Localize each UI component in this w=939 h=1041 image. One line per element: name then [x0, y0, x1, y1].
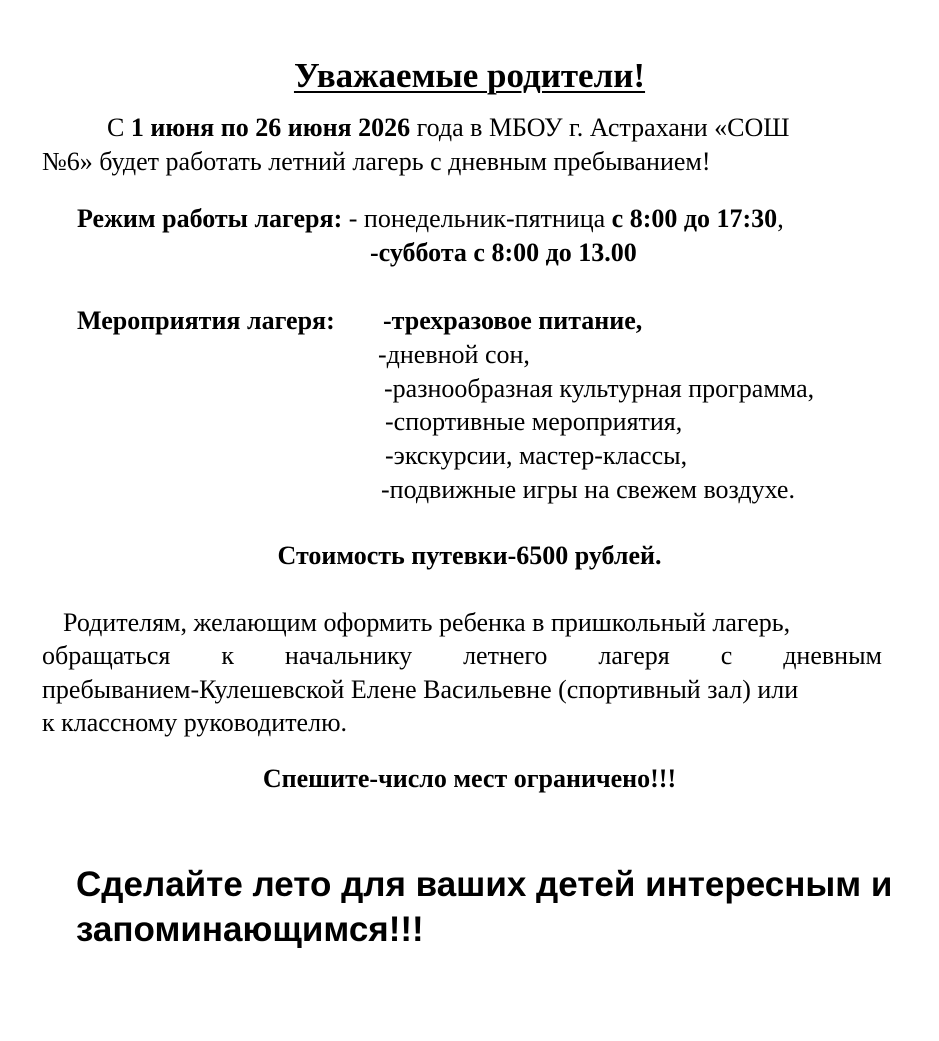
intro-suffix: года в МБОУ г. Астрахани «СОШ	[410, 113, 790, 142]
activity-item: -дневной сон,	[378, 340, 530, 369]
intro-dates: 1 июня по 26 июня 2026	[130, 113, 411, 142]
contact-line-1: Родителям, желающим оформить ребенка в пришкольный лагерь,	[63, 608, 791, 637]
schedule-weekdays-comma: ,	[777, 204, 784, 233]
contact-line-4: к классному руководителю.	[42, 708, 347, 737]
activity-item: -экскурсии, мастер-классы,	[385, 441, 688, 470]
intro-line-2: №6» будет работать летний лагерь с дневным пребыванием!	[42, 147, 711, 176]
schedule-line-1	[77, 203, 784, 235]
intro-line-1	[107, 112, 790, 144]
contact-line-3: пребыванием-Кулешевской Елене Васильевне (спортивный зал) или	[42, 675, 799, 704]
intro-prefix: С	[107, 113, 131, 142]
page-title: Уважаемые родители!	[293, 56, 646, 95]
activity-item: -трехразовое питание,	[383, 306, 643, 335]
slogan-line-2: запоминающимся!!!	[76, 910, 424, 949]
schedule-weekdays-hours: с 8:00 до 17:30	[611, 204, 778, 233]
price-line: Стоимость путевки-6500 рублей.	[277, 541, 662, 570]
schedule-saturday: -суббота с 8:00 до 13.00	[370, 238, 637, 267]
activity-item: -разнообразная культурная программа,	[384, 374, 815, 403]
contact-line-2: обращаться к начальнику летнего лагеря с дневным	[42, 641, 882, 670]
schedule-weekdays-text: - понедельник-пятница	[342, 204, 612, 233]
activity-item: -спортивные мероприятия,	[385, 407, 683, 436]
activity-item: -подвижные игры на свежем воздухе.	[381, 475, 795, 504]
schedule-label: Режим работы лагеря:	[77, 204, 343, 233]
activities-label: Мероприятия лагеря:	[77, 306, 335, 335]
hurry-line: Спешите-число мест ограничено!!!	[262, 764, 677, 793]
slogan-line-1: Сделайте лето для ваших детей интересным и	[76, 865, 893, 904]
